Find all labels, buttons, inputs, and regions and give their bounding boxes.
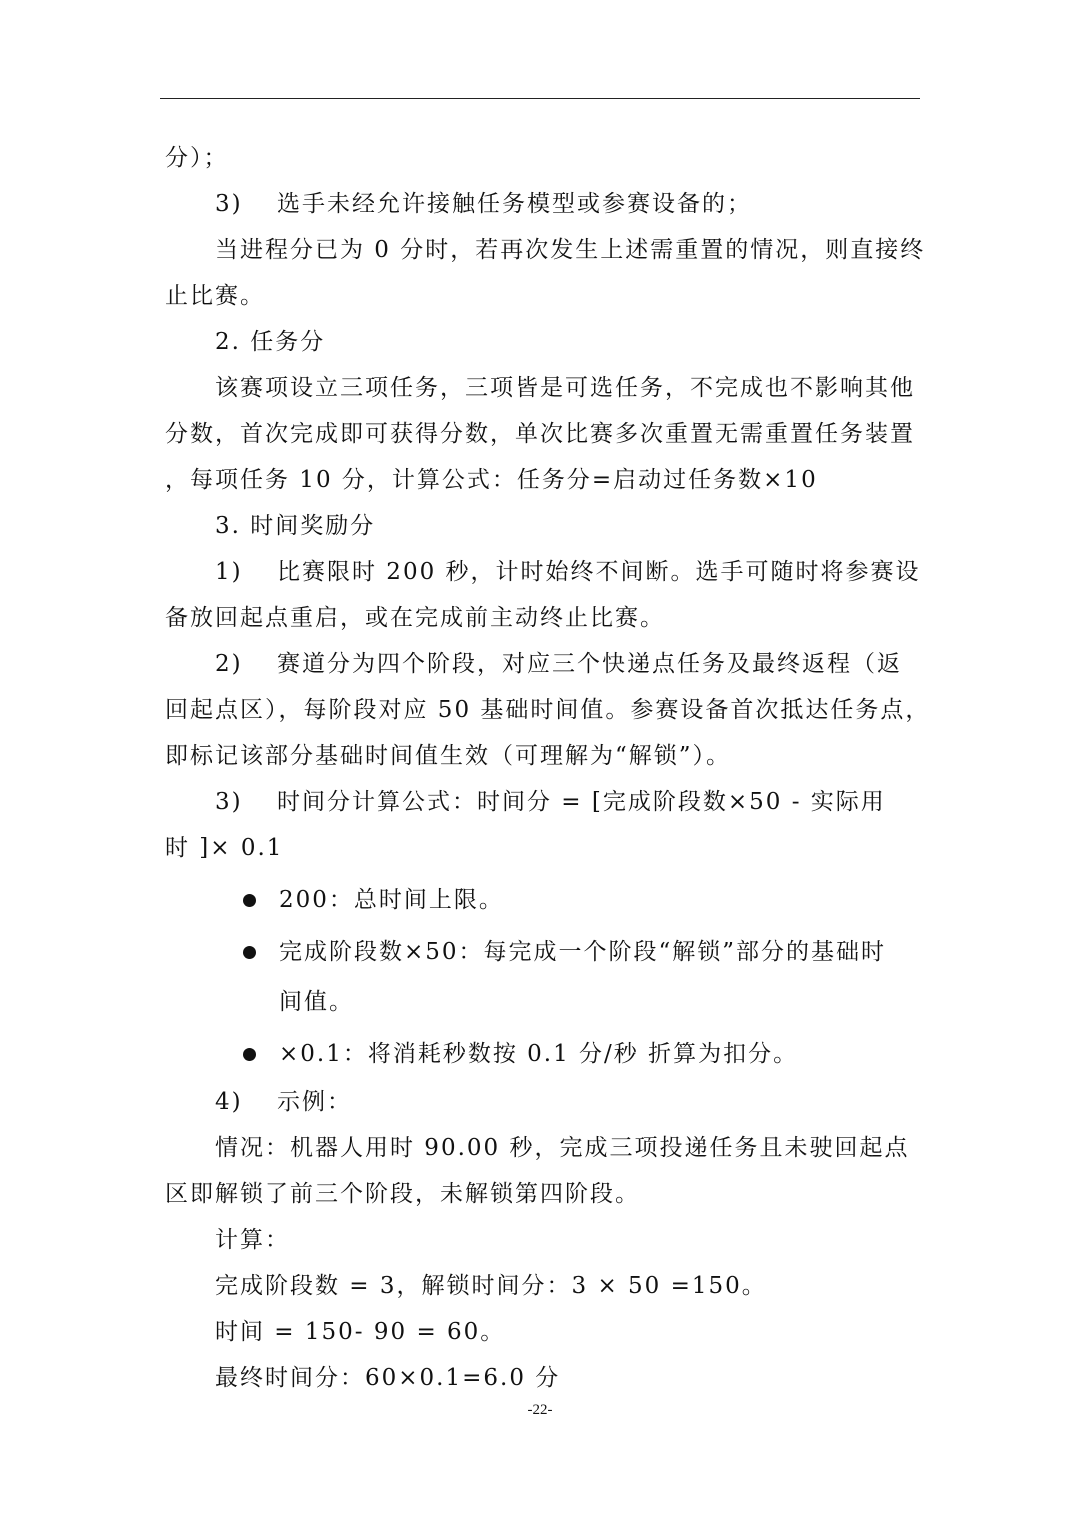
paragraph-line	[165, 595, 920, 641]
bullet-dot	[243, 894, 256, 907]
paragraph-line	[165, 733, 920, 779]
list-item-2	[165, 641, 970, 687]
bullet-continuation	[165, 979, 920, 1025]
list-item-4	[165, 1079, 970, 1125]
line-text: 当进程分已为 0 分时，若再次发生上述需重置的情况，则直接终	[215, 237, 926, 263]
paragraph-line	[165, 1217, 970, 1263]
line-text: 情况：机器人用时 90.00 秒，完成三项投递任务且未驶回起点	[215, 1135, 910, 1161]
line-text: 时 ]× 0.1	[165, 835, 284, 861]
bullet-item	[165, 1031, 920, 1077]
heading-text: 2. 任务分	[215, 329, 326, 355]
bullet-item	[165, 877, 920, 923]
line-text: 止比赛。	[165, 283, 265, 309]
bullet-text: 200：总时间上限。	[279, 887, 504, 913]
item-text: 时间分计算公式：时间分 = [完成阶段数×50 - 实际用	[277, 789, 886, 815]
bullet-text: 间值。	[279, 989, 354, 1015]
item-number: 1)	[215, 559, 243, 585]
bullet-item	[165, 929, 920, 975]
bullet-text: 完成阶段数×50：每完成一个阶段“解锁”部分的基础时	[279, 939, 887, 965]
paragraph-line	[165, 1263, 970, 1309]
paragraph-line	[165, 1125, 970, 1171]
paragraph-line	[165, 457, 920, 503]
bullet-dot	[243, 1048, 256, 1061]
list-item-1	[165, 549, 970, 595]
line-text: 回起点区），每阶段对应 50 基础时间值。参赛设备首次抵达任务点，	[165, 697, 931, 723]
item-number: 2)	[215, 651, 243, 677]
paragraph-line	[165, 825, 920, 871]
paragraph-line	[165, 1171, 920, 1217]
bullet-dot	[243, 946, 256, 959]
paragraph-line	[165, 687, 931, 733]
header-rule	[160, 98, 920, 99]
paragraph-line	[165, 411, 920, 457]
line-text: 分）；	[165, 145, 229, 171]
item-text: 示例：	[277, 1089, 352, 1115]
line-text: ，每项任务 10 分，计算公式：任务分=启动过任务数×10	[165, 467, 818, 493]
list-item-3-formula	[165, 779, 970, 825]
paragraph-line	[165, 227, 970, 273]
heading-text: 3. 时间奖励分	[215, 513, 376, 539]
paragraph-line	[165, 1355, 970, 1401]
item-text: 赛道分为四个阶段，对应三个快递点任务及最终返程（返	[277, 651, 902, 677]
line-text: 完成阶段数 = 3，解锁时间分：3 × 50 =150。	[215, 1273, 767, 1299]
item-number: 3)	[215, 789, 243, 815]
bullet-text: ×0.1：将消耗秒数按 0.1 分/秒 折算为扣分。	[279, 1041, 799, 1067]
line-text: 计算：	[215, 1227, 290, 1253]
line-text: 区即解锁了前三个阶段，未解锁第四阶段。	[165, 1181, 640, 1207]
text-line	[165, 135, 920, 181]
section-heading-time-bonus	[165, 503, 970, 549]
paragraph-line	[165, 1309, 970, 1355]
line-text: 即标记该部分基础时间值生效（可理解为“解锁”）。	[165, 743, 732, 769]
item-number: 4)	[215, 1089, 243, 1115]
section-heading-task-score	[165, 319, 970, 365]
item-text: 选手未经允许接触任务模型或参赛设备的；	[277, 191, 752, 217]
item-number: 3)	[215, 191, 243, 217]
list-item-3	[165, 181, 970, 227]
line-text: 分数，首次完成即可获得分数，单次比赛多次重置无需重置任务装置	[165, 421, 915, 447]
line-text: 备放回起点重启，或在完成前主动终止比赛。	[165, 605, 665, 631]
line-text: 最终时间分：60×0.1=6.0 分	[215, 1365, 561, 1391]
paragraph-line	[165, 365, 970, 411]
item-text: 比赛限时 200 秒，计时始终不间断。选手可随时将参赛设	[277, 559, 921, 585]
line-text: 时间 = 150- 90 = 60。	[215, 1319, 506, 1345]
paragraph-line	[165, 273, 920, 319]
line-text: 该赛项设立三项任务，三项皆是可选任务，不完成也不影响其他	[215, 375, 915, 401]
page-number: -22-	[527, 1402, 553, 1418]
